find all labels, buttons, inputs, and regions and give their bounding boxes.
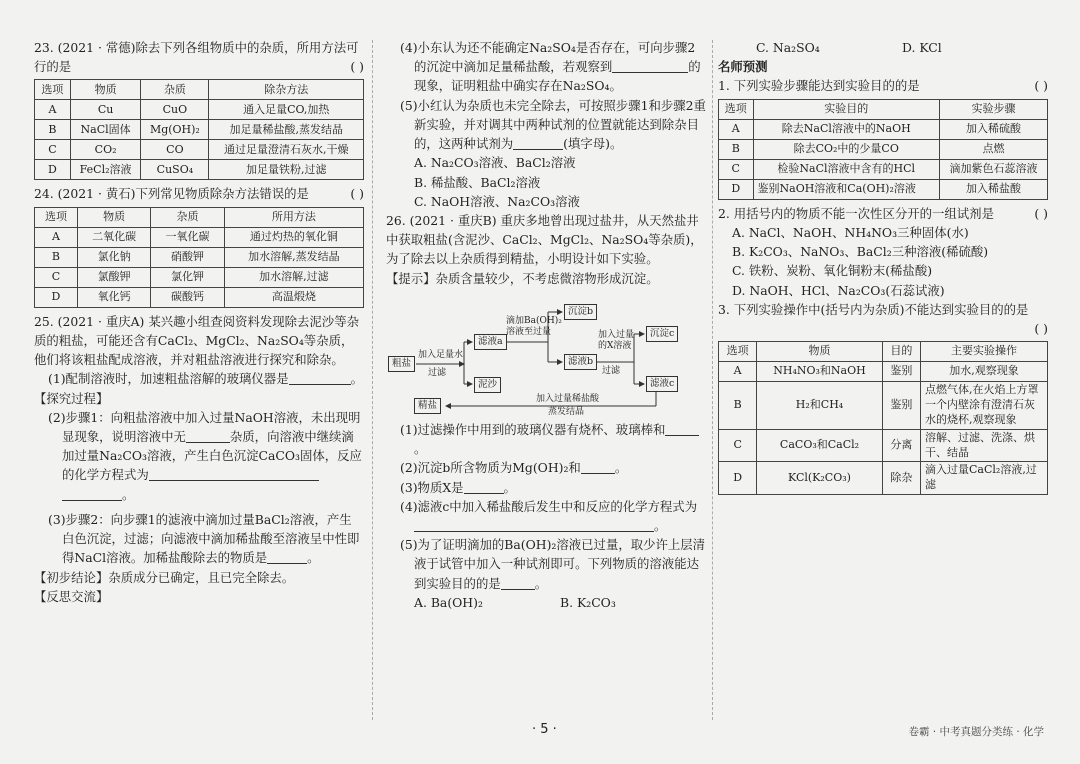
table-row: D FeCl₂溶液 CuSO₄ 加足量铁粉,过滤 — [35, 160, 364, 180]
q26-options — [386, 593, 706, 612]
q26-stem: 26. (2021 · 重庆B) 重庆多地曾出现过盐井，从天然盐井中获取粗盐(含泥沙、CaCl₂、MgCl₂、Na₂SO₄等杂质)，为了除去以上杂质得到精盐，小明设计如下实验。 — [386, 212, 703, 267]
option-a: A. Ba(OH)₂ — [414, 594, 483, 610]
crude-salt-box: 粗盐 — [388, 356, 415, 372]
q25-part5: (5)小红认为杂质也未完全除去，可按照步骤1和步骤2重新实验，并对调其中两种试剂的位置就能达到除杂目的，这两种试剂为 (填字母)。 — [400, 97, 706, 152]
q25-part2: (2)步骤1：向粗盐溶液中加入过量NaOH溶液，未出现明显现象，说明溶液中无 杂质，向溶液中继续滴加过量Na₂CO₃溶液，产生白色沉淀CaCO₃固体，反应的化学方程式为 。 — [48, 409, 362, 502]
flowchart — [386, 294, 706, 416]
answer-blank[interactable] — [513, 137, 563, 150]
section-title: 名师预测 — [718, 59, 768, 75]
column-divider-right — [712, 40, 713, 720]
table-row: B 除去CO₂中的少量CO 点燃 — [719, 139, 1048, 159]
table-row: B NaCl固体 Mg(OH)₂ 加足量稀盐酸,蒸发结晶 — [35, 120, 364, 140]
table-row: C CaCO₃和CaCl₂ 分离 溶解、过滤、洗涤、烘干、结晶 — [719, 429, 1048, 462]
q26-part1: (1)过滤操作中用到的玻璃仪器有烧杯、玻璃棒和。 — [386, 420, 706, 458]
q25-part3: (3)步骤2：向步骤1的滤液中滴加过量BaCl₂溶液，产生白色沉淀，过滤；向滤液中滴加稀盐酸至溶液呈中性即得NaCl溶液。加稀盐酸除去的物质是 。 — [48, 511, 360, 566]
flow-label-excess: 溶液至过量 — [506, 326, 552, 337]
option-d: D. NaOH、HCl、Na₂CO₃(石蕊试液) — [732, 282, 945, 298]
q25-part4: (4)小东认为还不能确定Na₂SO₄是否存在，可向步骤2的沉淀中滴加足量稀盐酸，若观察到 的现象，证明粗盐中确实存在Na₂SO₄。 — [400, 40, 701, 94]
q23-table — [34, 79, 364, 180]
answer-blank[interactable] — [149, 468, 319, 481]
answer-blank[interactable] — [289, 372, 351, 385]
flow-label-filter2: 过滤 — [602, 365, 621, 376]
table-row: A NH₄NO₃和NaOH 鉴别 加水,观察现象 — [719, 362, 1048, 382]
column-2 — [386, 38, 706, 612]
option-b: B. 稀盐酸、BaCl₂溶液 — [414, 174, 541, 190]
q26-part4: (4)滤液c中加入稀盐酸后发生中和反应的化学方程式为。 — [400, 498, 698, 533]
q26-part2: (2)沉淀b所含物质为Mg(OH)₂和 。 — [400, 460, 628, 476]
table-header-row: 选项 物质 目的 主要实验操作 — [719, 342, 1048, 362]
q23-stem: 23. (2021 · 常德)除去下列各组物质中的杂质，所用方法可行的是 ( ) — [34, 40, 364, 75]
option-c: C. Na₂SO₄ — [756, 40, 820, 55]
option-b: B. K₂CO₃、NaNO₃、BaCl₂三种溶液(稀硫酸) — [732, 244, 989, 260]
table-header-row: 选项 实验目的 实验步骤 — [719, 99, 1048, 119]
flow-label-hcl: 加入过量稀盐酸 — [536, 393, 600, 404]
answer-blank[interactable] — [62, 488, 122, 501]
flow-label-x1: 加入过量 — [598, 329, 635, 340]
page-footer: 卷霸 · 中考真题分类练 · 化学 — [908, 726, 1044, 738]
answer-blank[interactable] — [186, 430, 230, 443]
option-c: C. NaOH溶液、Na₂CO₃溶液 — [414, 193, 580, 209]
answer-blank[interactable] — [581, 461, 615, 474]
q26-options-cont — [718, 38, 1048, 57]
filtrate-b-box: 滤液b — [564, 354, 597, 370]
option-d: D. KCl — [902, 40, 942, 55]
table-row: C 氯酸钾 氯化钾 加水溶解,过滤 — [35, 267, 364, 287]
table-row: A 二氧化碳 一氧化碳 通过灼热的氧化铜 — [35, 227, 364, 247]
fine-salt-box: 精盐 — [414, 398, 441, 414]
column-divider-left — [372, 40, 373, 720]
table-row: D KCl(K₂CO₃) 除杂 滴入过量CaCl₂溶液,过滤 — [719, 462, 1048, 495]
table-row: A Cu CuO 通入足量CO,加热 — [35, 100, 364, 120]
table-row: B H₂和CH₄ 鉴别 点燃气体,在火焰上方罩一个内壁涂有澄清石灰水的烧杯,观察现象 — [719, 382, 1048, 430]
table-row: D 鉴别NaOH溶液和Ca(OH)₂溶液 加入稀盐酸 — [719, 179, 1048, 199]
flow-label-x2: 的X溶液 — [598, 340, 632, 351]
table-row: B 氯化钠 硝酸钾 加水溶解,蒸发结晶 — [35, 247, 364, 267]
answer-blank[interactable] — [267, 551, 307, 564]
table-header-row: 选项 物质 杂质 除杂方法 — [35, 80, 364, 100]
table-row: C CO₂ CO 通过足量澄清石灰水,干燥 — [35, 140, 364, 160]
q26-hint: 【提示】杂质含量较少，不考虑微溶物形成沉淀。 — [386, 270, 659, 286]
predict-q2: 2. 用括号内的物质不能一次性区分开的一组试剂是 ( ) — [718, 205, 1048, 221]
table-row: C 检验NaCl溶液中含有的HCl 滴加紫色石蕊溶液 — [719, 159, 1048, 179]
predict-q1: 1. 下列实验步骤能达到实验目的的是 ( ) — [718, 78, 1048, 94]
flow-label-water: 加入足量水 — [418, 349, 464, 360]
q24-table — [34, 207, 364, 308]
column-1 — [34, 38, 364, 606]
answer-blank[interactable] — [464, 481, 504, 494]
table-row: D 氧化钙 碳酸钙 高温煅烧 — [35, 287, 364, 307]
flow-label-baoh: 滴加Ba(OH)₂ — [506, 315, 562, 326]
reflect-heading: 【反思交流】 — [34, 588, 109, 604]
column-3 — [718, 38, 1048, 499]
q26-part3: (3)物质X是 。 — [400, 479, 516, 495]
table-header-row: 选项 物质 杂质 所用方法 — [35, 207, 364, 227]
answer-blank[interactable] — [612, 60, 688, 73]
q25-intro: 25. (2021 · 重庆A) 某兴趣小组查阅资料发现除去泥沙等杂质的粗盐，可能还含有CaCl₂、MgCl₂、Na₂SO₄等杂质，他们将该粗盐配成溶液，并对粗盐溶液进行探究和除杂。 — [34, 313, 359, 368]
answer-blank[interactable] — [501, 577, 535, 590]
table-row: A 除去NaCl溶液中的NaOH 加入稀硫酸 — [719, 119, 1048, 139]
answer-blank[interactable] — [414, 519, 654, 532]
flow-label-filter1: 过滤 — [428, 367, 447, 378]
q25-part1: (1)配制溶液时，加速粗盐溶解的玻璃仪器是 。 — [48, 371, 363, 387]
predict-q3: 3. 下列实验操作中(括号内为杂质)不能达到实验目的的是 — [718, 301, 1029, 317]
filtrate-a-box: 滤液a — [474, 334, 507, 350]
option-b: B. K₂CO₃ — [560, 594, 616, 610]
option-a: A. NaCl、NaOH、NH₄NO₃三种固体(水) — [732, 224, 969, 240]
predict-q3-paren: ( ) — [1034, 320, 1048, 336]
predict-q3-table — [718, 341, 1048, 495]
answer-blank[interactable] — [665, 423, 699, 436]
option-c: C. 铁粉、炭粉、氧化铜粉末(稀盐酸) — [732, 263, 933, 279]
page-number: · 5 · — [532, 722, 557, 737]
option-a: A. Na₂CO₃溶液、BaCl₂溶液 — [414, 155, 576, 171]
mud-box: 泥沙 — [474, 377, 501, 393]
flow-label-evap: 蒸发结晶 — [548, 406, 585, 417]
q24-stem: 24. (2021 · 黄石)下列常见物质除杂方法错误的是 ( ) — [34, 186, 364, 202]
conclusion: 【初步结论】杂质成分已确定，且已完全除去。 — [34, 569, 295, 585]
predict-q1-table — [718, 99, 1048, 200]
explore-heading: 【探究过程】 — [34, 390, 109, 406]
precipitate-b-box: 沉淀b — [564, 304, 597, 320]
filtrate-c-box: 滤液c — [646, 376, 678, 392]
q26-part5: (5)为了证明滴加的Ba(OH)₂溶液已过量，取少许上层清液于试管中加入一种试剂即可。下列物质的溶液能达到实验目的的是 。 — [400, 537, 706, 591]
precipitate-c-box: 沉淀c — [646, 326, 678, 342]
